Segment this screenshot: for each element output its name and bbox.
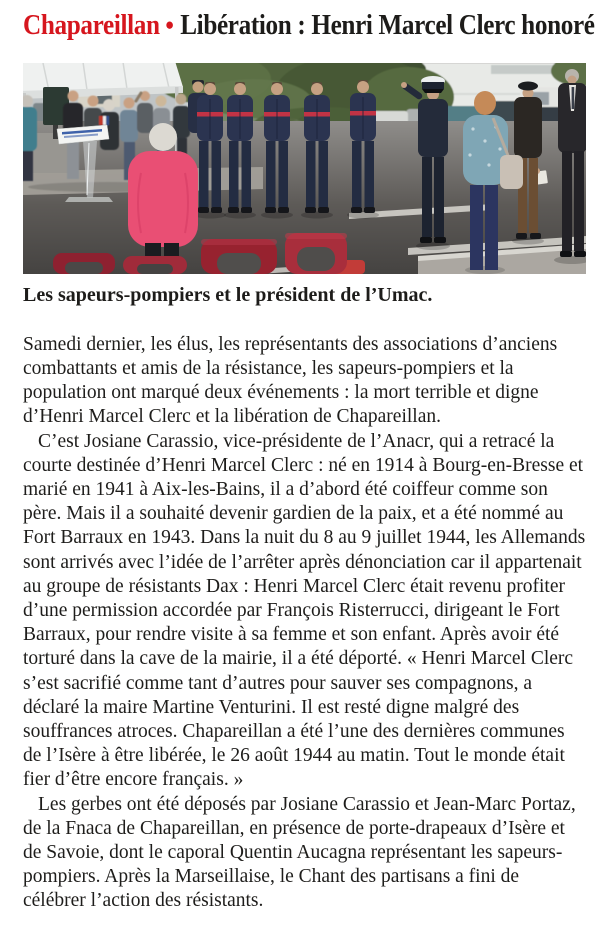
headline-bullet-icon: ● — [165, 15, 174, 34]
headline-kicker: Chapareillan — [23, 10, 160, 41]
ceremony-photo — [23, 63, 586, 274]
article-column — [23, 0, 595, 914]
article-body — [23, 333, 586, 914]
article-headline — [23, 7, 595, 44]
article-paragraph: Samedi dernier, les élus, les représentants des associations d’anciens combattants et amis de la résistance, les sapeurs-pompiers et la population ont marqué deux événements : la mort terrible et digne d’Henri Marcel Clerc et la libération de Chapareillan. — [23, 333, 558, 428]
article-paragraph: C’est Josiane Carassio, vice-présidente de l’Anacr, qui a retracé la courte destinée d’Henri Marcel Clerc : né en 1914 à Bourg-en-Bresse et marié en 1941 à Aix-les-Bains, il a d’abord été coiffeur comme son père. Mais il a souhaité devenir gardien de la paix, et a été nommé au Fort Barraux en 1943. Dans la nuit du 8 au 9 juillet 1944, les Allemands sont arrivés avec l’idée de l’arrêter après dénonciation car il appartenait au groupe de résistants Dax : Henri Marcel Clerc était revenu profiter d’une permission accordée par François Risterrucci, dirigeant le Fort Barraux, pour rendre visite à sa femme et son enfant. Après avoir été torturé dans la cave de la mairie, il a été déporté. « Henri Marcel Clerc s’est sacrifié comme tant d’autres pour sauver ses compagnons, a déclaré la maire Martine Venturini. Il est resté digne malgré des souffrances atroces. Chapareillan a été l’une des dernières communes de l’Isère à être libérée, le 26 août 1944 au matin. Tout le monde était fier d’être encore français. » — [23, 430, 586, 791]
headline-title: Libération : Henri Marcel Clerc honoré — [180, 10, 595, 41]
article-paragraph: Les gerbes ont été déposés par Josiane Carassio et Jean-Marc Portaz, de la Fnaca de Chapareillan, en présence de porte-drapeaux d’Isère et de Savoie, dont le caporal Quentin Aucagna représentant les sapeurs-pompiers. Après la Marseillaise, le Chant des partisans a fini de célébrer l’action des résistants. — [23, 793, 576, 912]
photo-caption: Les sapeurs-pompiers et le président de l’Umac. — [23, 283, 433, 306]
attendees-right — [463, 69, 586, 274]
